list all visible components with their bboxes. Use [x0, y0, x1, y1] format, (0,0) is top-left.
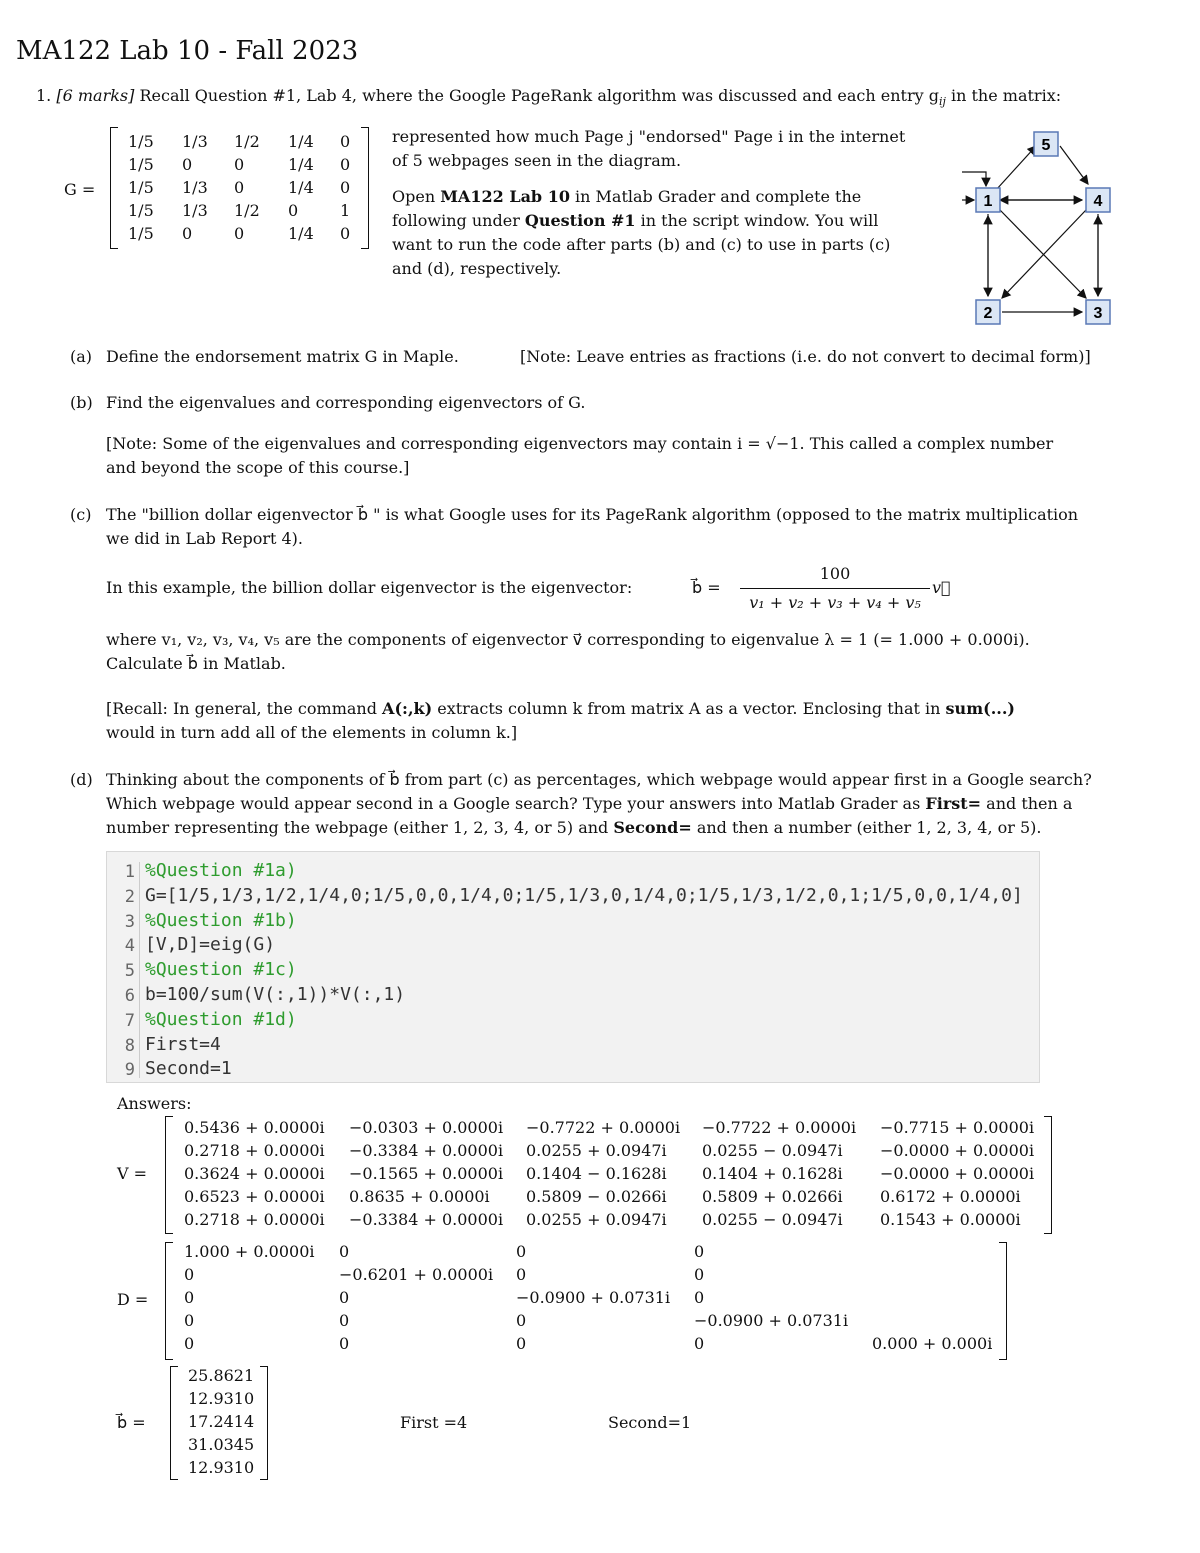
- matrix-d: [184, 1242, 999, 1358]
- open-text-3: following under: [392, 211, 525, 230]
- matrix-v-cell: −0.1565 + 0.0000i: [349, 1164, 504, 1183]
- code-line[interactable]: %Question #1c): [145, 959, 297, 981]
- code-editor[interactable]: [106, 851, 1040, 1083]
- open-line-3: want to run the code after parts (b) and (c) to use in parts (c): [392, 235, 891, 254]
- recall-text-a: [Recall: In general, the command: [106, 699, 383, 718]
- matrix-d-cell: 0: [694, 1265, 705, 1284]
- matrix-d-cell: 1.000 + 0.0000i: [184, 1242, 315, 1261]
- matrix-g-cell: 1/5: [128, 201, 154, 220]
- open-text-4: in the script window. You will: [635, 211, 879, 230]
- matrix-g-cell: 1/2: [234, 132, 260, 151]
- diagram-node-label: 4: [1093, 193, 1103, 210]
- matrix-d-cell: 0: [516, 1242, 527, 1261]
- matrix-v-cell: 0.0255 + 0.0947i: [526, 1210, 667, 1229]
- matrix-v-cell: 0.1404 − 0.1628i: [526, 1164, 667, 1183]
- matrix-v-cell: −0.0303 + 0.0000i: [349, 1118, 504, 1137]
- code-line-number: 6: [124, 986, 135, 1006]
- part-b-text: Find the eigenvalues and corresponding eigenvectors of G.: [106, 393, 586, 412]
- part-c-where: [106, 628, 1146, 676]
- matrix-g-cell: 1/4: [288, 178, 314, 197]
- matrix-g-cell: 0: [234, 155, 245, 174]
- matrix-d-right-bracket: [999, 1242, 1007, 1360]
- open-bold-question: Question #1: [524, 211, 636, 230]
- vector-b-label: b⃗ =: [117, 1413, 146, 1432]
- part-a-text: Define the endorsement matrix G in Maple.: [106, 347, 459, 366]
- part-b-note-1: [Note: Some of the eigenvalues and corresponding eigenvectors may contain i = √−1. This called a complex number: [106, 434, 1054, 453]
- matrix-v-cell: 0.6172 + 0.0000i: [880, 1187, 1021, 1206]
- matrix-v-cell: 0.8635 + 0.0000i: [349, 1187, 490, 1206]
- vector-b: [188, 1366, 258, 1478]
- matrix-v-cell: −0.7722 + 0.0000i: [526, 1118, 681, 1137]
- matrix-g-cell: 1/4: [288, 224, 314, 243]
- matrix-g-cell: 0: [182, 155, 193, 174]
- question-intro-text: Recall Question #1, Lab 4, where the Google PageRank algorithm was discussed and each entry g: [139, 86, 939, 105]
- d-line2-first: First=: [925, 794, 982, 813]
- question-number: 1.: [36, 86, 52, 105]
- matrix-v-cell: −0.0000 + 0.0000i: [880, 1141, 1035, 1160]
- answer-first: First =4: [400, 1413, 468, 1432]
- diagram-node-2: [976, 300, 1000, 324]
- recall-text-c: extracts column k from matrix A as a vector. Enclosing that in: [432, 699, 946, 718]
- matrix-v-cell: 0.3624 + 0.0000i: [184, 1164, 325, 1183]
- matrix-d-cell: −0.0900 + 0.0731i: [516, 1288, 671, 1307]
- vector-b-entry: 17.2414: [188, 1412, 255, 1431]
- edge-5-4: [1060, 146, 1088, 184]
- matrix-d-left-bracket: [165, 1242, 173, 1360]
- matrix-g-cell: 1/5: [128, 224, 154, 243]
- formula-lhs: b⃗ =: [692, 578, 721, 597]
- open-line-2: [392, 209, 952, 233]
- matrix-g-cell: 0: [234, 178, 245, 197]
- vector-b-entry: 12.9310: [188, 1389, 255, 1408]
- question-intro-sub: ij: [938, 95, 946, 109]
- page-title: MA122 Lab 10 - Fall 2023: [16, 36, 359, 66]
- vector-b-entry: 25.8621: [188, 1366, 255, 1385]
- part-d-text: [106, 768, 1146, 840]
- matrix-v-cell: 0.0255 + 0.0947i: [526, 1141, 667, 1160]
- edge-1-5: [996, 146, 1036, 190]
- d-line2-c: and then a: [981, 794, 1073, 813]
- desc-line-2: of 5 webpages seen in the diagram.: [392, 151, 682, 170]
- d-line3-a: number representing the webpage (either 1, 2, 3, 4, or 5) and: [106, 818, 614, 837]
- webpage-diagram: [958, 122, 1128, 332]
- matrix-v-cell: −0.7722 + 0.0000i: [702, 1118, 857, 1137]
- code-line[interactable]: %Question #1d): [145, 1008, 297, 1030]
- part-c-text: [106, 503, 1146, 551]
- part-d-line-1: Thinking about the components of b⃗ from part (c) as percentages, which webpage would appear first in a Google search?: [106, 770, 1092, 789]
- matrix-d-cell: −0.6201 + 0.0000i: [339, 1265, 494, 1284]
- code-line-number: 8: [124, 1035, 135, 1056]
- part-d-label: (d): [70, 770, 93, 789]
- code-line-number: 2: [124, 886, 135, 907]
- matrix-g-cell: 1/3: [182, 201, 208, 220]
- matrix-g-cell: 0: [182, 224, 193, 243]
- code-line[interactable]: First=4: [145, 1033, 221, 1055]
- vector-b-entry: 31.0345: [188, 1435, 255, 1454]
- matrix-v-cell: −0.0000 + 0.0000i: [880, 1164, 1035, 1183]
- matrix-g-cell: 1: [340, 201, 351, 220]
- part-d-line-2: [106, 792, 1146, 816]
- matrix-v-cell: 0.2718 + 0.0000i: [184, 1210, 325, 1229]
- answer-second: Second=1: [608, 1413, 692, 1432]
- matrix-d-cell: 0: [516, 1265, 527, 1284]
- code-line-number: 1: [124, 862, 135, 882]
- question-marks: [6 marks]: [56, 86, 135, 105]
- matrix-d-cell: 0: [694, 1334, 705, 1353]
- part-c-recall-2: would in turn add all of the elements in column k.]: [106, 723, 518, 742]
- code-line[interactable]: %Question #1b): [145, 909, 297, 931]
- edge-entry: [962, 172, 986, 186]
- matrix-g-cell: 1/3: [182, 178, 208, 197]
- code-line[interactable]: b=100/sum(V(:,1))*V(:,1): [145, 984, 406, 1005]
- question-intro-end: in the matrix:: [945, 86, 1062, 105]
- matrix-d-cell: 0: [339, 1242, 350, 1261]
- matrix-d-cell: 0: [339, 1334, 350, 1353]
- matrix-d-cell: 0: [184, 1265, 195, 1284]
- part-a-label: (a): [70, 347, 93, 366]
- recall-bold-sum: sum(...): [945, 699, 1015, 718]
- matrix-g-cell: 1/3: [182, 132, 208, 151]
- matrix-d-cell: 0: [184, 1288, 195, 1307]
- diagram-node-label: 5: [1041, 137, 1051, 154]
- matrix-d-cell: 0: [339, 1288, 350, 1307]
- part-c-example: In this example, the billion dollar eigenvector is the eigenvector:: [106, 578, 633, 597]
- matrix-g-cell: 0: [340, 178, 351, 197]
- matrix-g-label: G =: [64, 180, 96, 199]
- matrix-d-cell: 0: [694, 1242, 705, 1261]
- matrix-v-label: V =: [117, 1164, 148, 1183]
- matrix-v: [184, 1118, 1044, 1234]
- open-text-2: in Matlab Grader and complete the: [569, 187, 862, 206]
- recall-bold-command: A(:,k): [382, 699, 433, 718]
- matrix-d-cell: 0.000 + 0.000i: [872, 1334, 993, 1353]
- matrix-d-cell: 0: [694, 1288, 705, 1307]
- matrix-g-cell: 1/2: [234, 201, 260, 220]
- question-1-intro: [36, 86, 1061, 108]
- matrix-v-cell: 0.1543 + 0.0000i: [880, 1210, 1021, 1229]
- matrix-d-label: D =: [117, 1290, 149, 1309]
- matrix-v-left-bracket: [165, 1116, 173, 1234]
- matrix-v-cell: −0.7715 + 0.0000i: [880, 1118, 1035, 1137]
- matrix-g-cell: 0: [288, 201, 299, 220]
- matrix-g-cell: 0: [340, 155, 351, 174]
- matrix-v-cell: −0.3384 + 0.0000i: [349, 1210, 504, 1229]
- matrix-d-cell: 0: [184, 1334, 195, 1353]
- code-line-number: 7: [124, 1010, 135, 1031]
- matrix-v-cell: 0.0255 − 0.0947i: [702, 1141, 843, 1160]
- code-line[interactable]: %Question #1a): [145, 860, 297, 881]
- diagram-node-1: [976, 188, 1000, 212]
- open-line-4: and (d), respectively.: [392, 259, 562, 278]
- matrix-v-cell: 0.2718 + 0.0000i: [184, 1141, 325, 1160]
- d-line3-second: Second=: [613, 818, 692, 837]
- matrix-v-cell: −0.3384 + 0.0000i: [349, 1141, 504, 1160]
- part-b-note-2: and beyond the scope of this course.]: [106, 458, 410, 477]
- matrix-d-cell: −0.0900 + 0.0731i: [694, 1311, 849, 1330]
- matrix-g-left-bracket: [110, 127, 118, 249]
- matrix-d-cell: 0: [339, 1311, 350, 1330]
- matrix-g-cell: 0: [340, 132, 351, 151]
- answers-label: Answers:: [117, 1094, 192, 1113]
- part-c-label: (c): [70, 505, 92, 524]
- matrix-d-cell: 0: [516, 1311, 527, 1330]
- diagram-node-3: [1086, 300, 1110, 324]
- diagram-node-5: [1034, 132, 1058, 156]
- formula-rhs: v⃗: [932, 578, 951, 597]
- matrix-d-cell: 0: [516, 1334, 527, 1353]
- matrix-v-cell: 0.5809 − 0.0266i: [526, 1187, 667, 1206]
- q1-description: [392, 125, 952, 281]
- part-c-recall-1: [106, 697, 1146, 721]
- matrix-v-cell: 0.0255 − 0.0947i: [702, 1210, 843, 1229]
- formula-fraction-bar: [740, 588, 930, 589]
- d-line3-c: and then a number (either 1, 2, 3, 4, or 5).: [691, 818, 1042, 837]
- vector-b-left-bracket: [170, 1366, 178, 1480]
- matrix-g-cell: 1/5: [128, 155, 154, 174]
- matrix-g-right-bracket: [361, 127, 369, 249]
- matrix-g-cell: 1/4: [288, 132, 314, 151]
- code-line[interactable]: Second=1: [145, 1058, 232, 1080]
- diagram-node-label: 3: [1093, 305, 1103, 322]
- part-a-note: [Note: Leave entries as fractions (i.e. do not convert to decimal form)]: [520, 347, 1091, 366]
- diagram-node-4: [1086, 188, 1110, 212]
- matrix-g-cell: 0: [234, 224, 245, 243]
- part-c-text-2: we did in Lab Report 4).: [106, 529, 303, 548]
- desc-line-1: represented how much Page j "endorsed" Page i in the internet: [392, 127, 906, 146]
- d-line2-a: Which webpage would appear second in a Google search? Type your answers into Matlab Grader as: [106, 794, 926, 813]
- diagram-node-label: 2: [983, 305, 993, 322]
- code-line[interactable]: G=[1/5,1/3,1/2,1/4,0;1/5,0,0,1/4,0;1/5,1/3,0,1/4,0;1/5,1/3,1/2,0,1;1/5,0,0,1/4,0]: [145, 884, 1023, 906]
- part-c-where-2: Calculate b⃗ in Matlab.: [106, 654, 286, 673]
- matrix-v-cell: 0.5436 + 0.0000i: [184, 1118, 325, 1137]
- code-line-number: 4: [124, 936, 135, 957]
- part-c-recall: [106, 697, 1146, 745]
- open-text-1: Open: [392, 187, 441, 206]
- formula-numerator: 100: [819, 564, 851, 583]
- code-line-number: 3: [124, 911, 135, 932]
- part-d-line-3: [106, 816, 1146, 840]
- matrix-g-cell: 1/5: [128, 178, 154, 197]
- matrix-g-cell: 1/5: [128, 132, 154, 151]
- vector-b-entry: 12.9310: [188, 1458, 255, 1477]
- matrix-v-right-bracket: [1044, 1116, 1052, 1234]
- part-b-note: [106, 432, 1136, 480]
- matrix-v-cell: 0.1404 + 0.1628i: [702, 1164, 843, 1183]
- code-line[interactable]: [V,D]=eig(G): [145, 934, 276, 956]
- formula-denominator: v₁ + v₂ + v₃ + v₄ + v₅: [749, 593, 921, 612]
- diagram-node-label: 1: [983, 193, 993, 210]
- matrix-v-cell: 0.6523 + 0.0000i: [184, 1187, 325, 1206]
- vector-b-right-bracket: [260, 1366, 268, 1480]
- code-line-number: 9: [124, 1060, 135, 1081]
- matrix-d-cell: 0: [184, 1311, 195, 1330]
- part-c-where-1: where v₁, v₂, v₃, v₄, v₅ are the components of eigenvector v⃗ corresponding to eigenvalue λ = 1 (= 1.000 + 0.000i).: [106, 630, 1030, 649]
- part-c-text-1: The "billion dollar eigenvector b⃗ " is what Google uses for its PageRank algorithm (opposed to the matrix multiplication: [106, 505, 1079, 524]
- open-line-1: [392, 185, 952, 209]
- matrix-g-cell: 1/4: [288, 155, 314, 174]
- code-gutter: [139, 862, 140, 1078]
- open-bold-lab: MA122 Lab 10: [440, 187, 570, 206]
- part-b-label: (b): [70, 393, 93, 412]
- matrix-g: [128, 132, 358, 247]
- matrix-g-cell: 0: [340, 224, 351, 243]
- code-line-number: 5: [124, 961, 135, 982]
- matrix-v-cell: 0.5809 + 0.0266i: [702, 1187, 843, 1206]
